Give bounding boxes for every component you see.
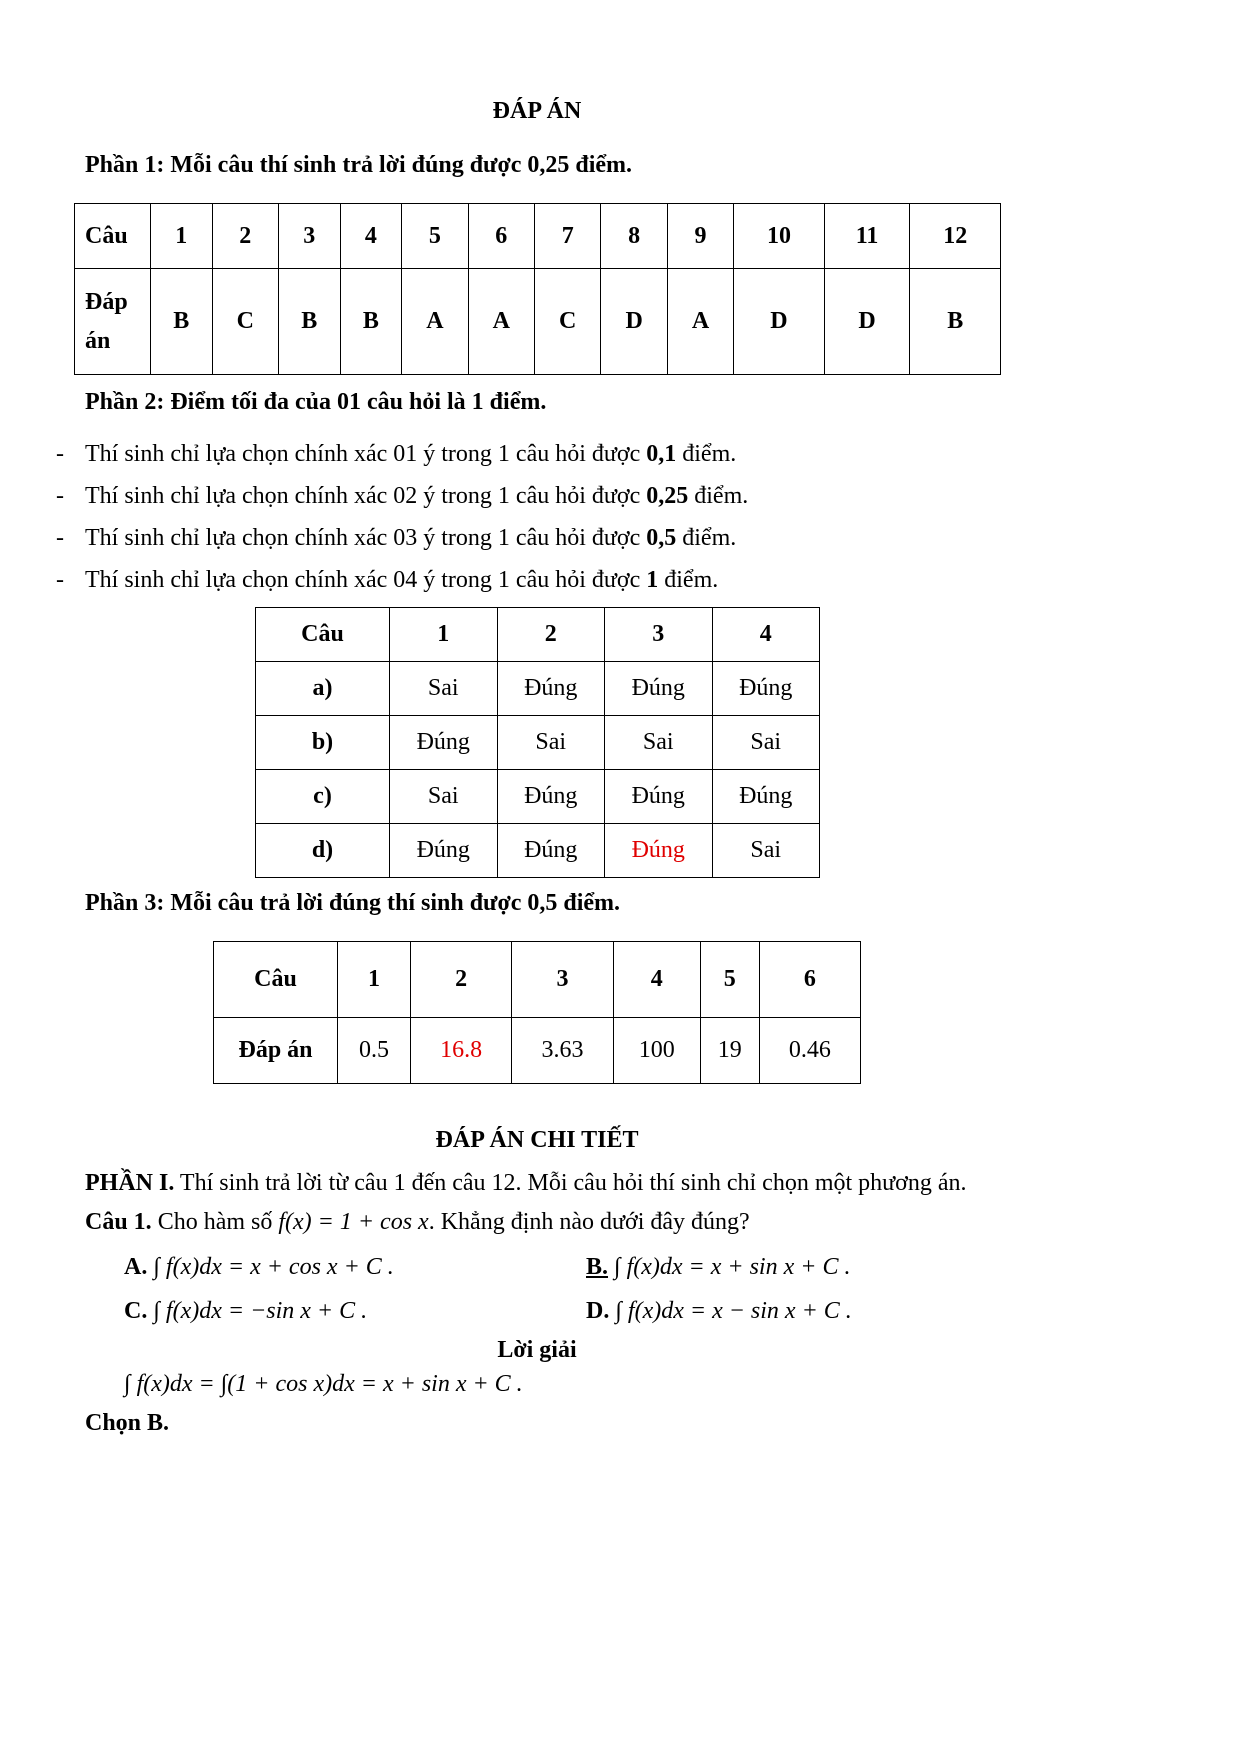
question-text-1: Cho hàm số xyxy=(151,1209,279,1235)
part1-q: 3 xyxy=(279,204,341,269)
part1-answer: A xyxy=(667,269,733,375)
part2-header-cell: 2 xyxy=(497,608,605,662)
rule-score: 0,25 xyxy=(646,483,689,509)
rule-score: 1 xyxy=(646,567,659,593)
part1-answer: A xyxy=(402,269,468,375)
part3-row-label-answer: Đáp án xyxy=(214,1018,338,1084)
part1-q: 5 xyxy=(402,204,468,269)
part3-heading: Phần 3: Mỗi câu trả lời đúng thí sinh được 0,5 điểm. xyxy=(85,890,621,916)
part3-row-label-question: Câu xyxy=(214,942,338,1018)
part2-cell: Sai xyxy=(390,662,498,716)
part2-cell: Sai xyxy=(712,824,820,878)
chosen-answer: Chọn B. xyxy=(85,1410,170,1436)
part1-q: 12 xyxy=(910,204,1001,269)
detail-part-text: Thí sinh trả lời từ câu 1 đến câu 12. Mỗi câu hỏi thí sinh chỉ chọn một phương án. xyxy=(174,1170,967,1196)
part2-cell: Sai xyxy=(497,716,605,770)
option-c xyxy=(124,1298,367,1325)
part1-q: 10 xyxy=(734,204,825,269)
option-expr: ∫ f(x)dx = x − sin x + C . xyxy=(615,1298,852,1324)
part3-answer-table xyxy=(213,941,861,1084)
part1-q: 11 xyxy=(824,204,910,269)
part1-row-label-question: Câu xyxy=(75,204,151,269)
part1-answer: C xyxy=(535,269,601,375)
rule-text: Thí sinh chỉ lựa chọn chính xác 04 ý trong 1 câu hỏi được xyxy=(85,567,647,593)
part1-answer-table xyxy=(74,203,1001,375)
part3-q: 2 xyxy=(411,942,512,1018)
option-b xyxy=(586,1254,850,1281)
option-d xyxy=(586,1298,852,1325)
rule-text: Thí sinh chỉ lựa chọn chính xác 01 ý trong 1 câu hỏi được xyxy=(85,441,647,467)
option-label: A. xyxy=(124,1254,148,1280)
part3-q: 6 xyxy=(759,942,860,1018)
part3-answer: 100 xyxy=(613,1018,700,1084)
part2-cell: Đúng xyxy=(712,662,820,716)
part1-q: 1 xyxy=(151,204,213,269)
page-title: ĐÁP ÁN xyxy=(492,98,582,124)
part1-q: 4 xyxy=(340,204,402,269)
rule-suffix: điểm. xyxy=(676,441,737,467)
part3-answer: 3.63 xyxy=(512,1018,613,1084)
part1-answer: B xyxy=(151,269,213,375)
part1-q: 6 xyxy=(468,204,534,269)
part1-answer: B xyxy=(910,269,1001,375)
part1-answer: A xyxy=(468,269,534,375)
part2-row-label: b) xyxy=(256,716,390,770)
part2-cell: Đúng xyxy=(605,662,713,716)
part3-q: 1 xyxy=(338,942,411,1018)
part1-q: 8 xyxy=(601,204,667,269)
part1-q: 2 xyxy=(212,204,278,269)
detail-part-intro xyxy=(85,1170,967,1197)
part2-header-cell: 4 xyxy=(712,608,820,662)
rule-suffix: điểm. xyxy=(658,567,719,593)
bullet-dash: - xyxy=(56,525,64,551)
part3-answer-highlighted: 16.8 xyxy=(411,1018,512,1084)
option-label: D. xyxy=(586,1298,610,1324)
option-expr: ∫ f(x)dx = x + sin x + C . xyxy=(614,1254,851,1280)
rule-score: 0,1 xyxy=(646,441,677,467)
bullet-dash: - xyxy=(56,441,64,467)
part2-cell: Sai xyxy=(712,716,820,770)
rule-text: Thí sinh chỉ lựa chọn chính xác 03 ý trong 1 câu hỏi được xyxy=(85,525,647,551)
part1-row-label-answer xyxy=(75,269,151,375)
bullet-dash: - xyxy=(56,483,64,509)
part2-cell: Đúng xyxy=(390,716,498,770)
question-label: Câu 1. xyxy=(85,1209,152,1235)
part2-header-cell: 3 xyxy=(605,608,713,662)
part2-cell: Đúng xyxy=(497,662,605,716)
part1-answer: D xyxy=(824,269,910,375)
part2-cell: Đúng xyxy=(712,770,820,824)
part1-q: 7 xyxy=(535,204,601,269)
part1-answer: D xyxy=(734,269,825,375)
part2-row-label: a) xyxy=(256,662,390,716)
part2-header-cell: Câu xyxy=(256,608,390,662)
detail-part-label: PHẦN I. xyxy=(85,1170,175,1196)
rule-text: Thí sinh chỉ lựa chọn chính xác 02 ý trong 1 câu hỏi được xyxy=(85,483,647,509)
part3-q: 3 xyxy=(512,942,613,1018)
part3-q: 5 xyxy=(700,942,759,1018)
part1-answer: C xyxy=(212,269,278,375)
detail-title: ĐÁP ÁN CHI TIẾT xyxy=(435,1127,639,1153)
bullet-dash: - xyxy=(56,567,64,593)
part2-cell: Sai xyxy=(390,770,498,824)
rule-suffix: điểm. xyxy=(676,525,737,551)
part3-q: 4 xyxy=(613,942,700,1018)
part2-cell: Đúng xyxy=(497,770,605,824)
rule-score: 0,5 xyxy=(646,525,677,551)
question-text-2: . Khẳng định nào dưới đây đúng? xyxy=(428,1209,750,1235)
part2-row-label: c) xyxy=(256,770,390,824)
part1-answer: B xyxy=(279,269,341,375)
part1-answer: D xyxy=(601,269,667,375)
option-a xyxy=(124,1254,394,1281)
part2-answer-table xyxy=(255,607,820,878)
option-expr: ∫ f(x)dx = x + cos x + C . xyxy=(153,1254,394,1280)
question-1 xyxy=(85,1209,750,1236)
part3-answer: 0.46 xyxy=(759,1018,860,1084)
part3-answer: 0.5 xyxy=(338,1018,411,1084)
part1-answer: B xyxy=(340,269,402,375)
option-label: B. xyxy=(586,1254,609,1280)
solution-expression: ∫ f(x)dx = ∫(1 + cos x)dx = x + sin x + C . xyxy=(124,1371,523,1397)
solution-title: Lời giải xyxy=(497,1337,577,1363)
part1-heading: Phần 1: Mỗi câu thí sinh trả lời đúng được 0,25 điểm. xyxy=(85,152,633,178)
option-expr: ∫ f(x)dx = −sin x + C . xyxy=(153,1298,368,1324)
part2-cell: Đúng xyxy=(605,770,713,824)
part2-header-cell: 1 xyxy=(390,608,498,662)
part1-q: 9 xyxy=(667,204,733,269)
part2-cell: Sai xyxy=(605,716,713,770)
part3-answer: 19 xyxy=(700,1018,759,1084)
question-function: f(x) = 1 + cos x xyxy=(278,1209,429,1235)
part2-cell: Đúng xyxy=(390,824,498,878)
part2-cell-highlighted: Đúng xyxy=(605,824,713,878)
rule-suffix: điểm. xyxy=(688,483,749,509)
option-label: C. xyxy=(124,1298,148,1324)
part2-cell: Đúng xyxy=(497,824,605,878)
part2-heading: Phần 2: Điểm tối đa của 01 câu hỏi là 1 điểm. xyxy=(85,389,547,415)
part2-row-label: d) xyxy=(256,824,390,878)
part1-row-label-answer-line1: Đáp xyxy=(85,288,128,315)
part1-row-label-answer-line2: án xyxy=(85,327,111,354)
